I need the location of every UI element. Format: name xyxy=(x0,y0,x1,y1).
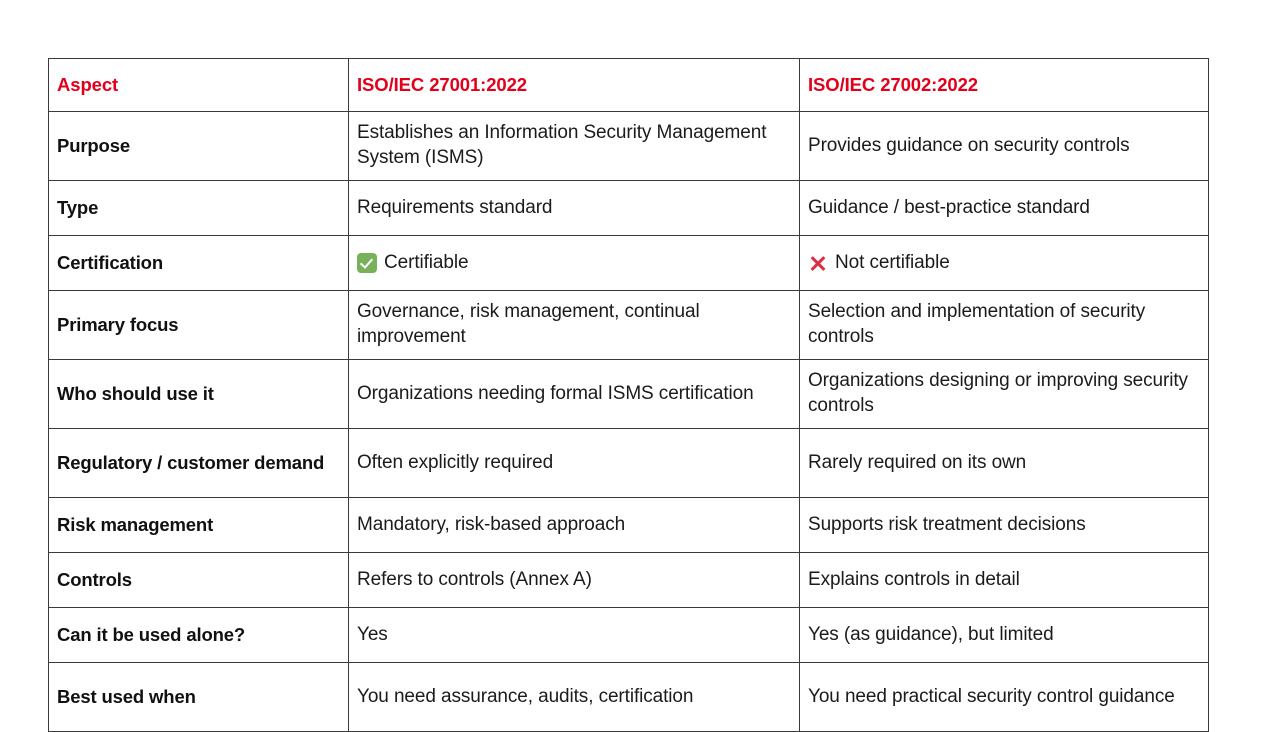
cell-who-should-use-it-27002 xyxy=(800,360,1209,429)
cell-certification-27001 xyxy=(349,236,800,291)
cell-text: Selection and implementation of security controls xyxy=(808,301,1146,347)
table-row xyxy=(49,236,1209,291)
row-aspect-regulatory-customer-demand xyxy=(49,429,349,498)
cell-regulatory-demand-27002 xyxy=(800,429,1209,498)
table-header-row xyxy=(49,59,1209,112)
aspect-label: Regulatory / customer demand xyxy=(57,452,325,474)
cell-text: Organizations needing formal ISMS certification xyxy=(357,382,754,404)
cell-text: Supports risk treatment decisions xyxy=(808,513,1086,535)
comparison-table-container xyxy=(48,58,1208,732)
row-aspect-primary-focus xyxy=(49,291,349,360)
cell-text: Guidance / best-practice standard xyxy=(808,196,1090,218)
cell-text: Organizations designing or improving security controls xyxy=(808,370,1188,416)
cell-used-alone-27001 xyxy=(349,608,800,663)
column-header-iso-27002 xyxy=(800,59,1209,112)
cell-text: Explains controls in detail xyxy=(808,568,1020,590)
cell-text: Certifiable xyxy=(384,251,469,273)
cell-type-27002 xyxy=(800,181,1209,236)
cell-primary-focus-27002 xyxy=(800,291,1209,360)
column-header-iso-27002-label: ISO/IEC 27002:2022 xyxy=(808,74,978,95)
column-header-iso-27001-label: ISO/IEC 27001:2022 xyxy=(357,74,527,95)
cell-text: Provides guidance on security controls xyxy=(808,134,1130,156)
row-aspect-best-used-when xyxy=(49,663,349,732)
table-row xyxy=(49,291,1209,360)
cell-best-used-when-27001 xyxy=(349,663,800,732)
row-aspect-type xyxy=(49,181,349,236)
aspect-label: Type xyxy=(57,197,99,219)
table-row xyxy=(49,360,1209,429)
table-header xyxy=(49,59,1209,112)
row-aspect-risk-management xyxy=(49,498,349,553)
cell-text: Mandatory, risk-based approach xyxy=(357,513,626,535)
cell-certification-27002 xyxy=(800,236,1209,291)
check-mark-icon xyxy=(357,253,377,273)
cell-text: Governance, risk management, continual improvement xyxy=(357,301,700,347)
cell-text: Yes xyxy=(357,623,388,645)
aspect-label: Controls xyxy=(57,569,132,591)
cell-used-alone-27002 xyxy=(800,608,1209,663)
cell-risk-management-27002 xyxy=(800,498,1209,553)
cell-text: Establishes an Information Security Management System (ISMS) xyxy=(357,122,767,168)
row-aspect-who-should-use-it xyxy=(49,360,349,429)
cell-risk-management-27001 xyxy=(349,498,800,553)
cell-type-27001 xyxy=(349,181,800,236)
column-header-aspect xyxy=(49,59,349,112)
aspect-label: Can it be used alone? xyxy=(57,624,246,646)
column-header-iso-27001 xyxy=(349,59,800,112)
cell-who-should-use-it-27001 xyxy=(349,360,800,429)
cell-regulatory-demand-27001 xyxy=(349,429,800,498)
row-aspect-controls xyxy=(49,553,349,608)
table-row xyxy=(49,112,1209,181)
row-aspect-purpose xyxy=(49,112,349,181)
cross-mark-icon xyxy=(808,253,828,273)
table-row xyxy=(49,553,1209,608)
table-row xyxy=(49,663,1209,732)
aspect-label: Primary focus xyxy=(57,314,179,336)
cell-text: Rarely required on its own xyxy=(808,451,1027,473)
cell-text: You need assurance, audits, certification xyxy=(357,685,694,707)
table-row xyxy=(49,429,1209,498)
cell-text: You need practical security control guidance xyxy=(808,685,1175,707)
cell-controls-27002 xyxy=(800,553,1209,608)
aspect-label: Best used when xyxy=(57,686,196,708)
aspect-label: Purpose xyxy=(57,135,130,157)
cell-text: Not certifiable xyxy=(835,251,950,273)
aspect-label: Risk management xyxy=(57,514,214,536)
table-body xyxy=(49,112,1209,732)
cell-best-used-when-27002 xyxy=(800,663,1209,732)
aspect-label: Who should use it xyxy=(57,383,214,405)
cell-purpose-27002 xyxy=(800,112,1209,181)
table-row xyxy=(49,181,1209,236)
aspect-label: Certification xyxy=(57,252,163,274)
table-row xyxy=(49,608,1209,663)
cell-text: Often explicitly required xyxy=(357,451,554,473)
cell-text: Requirements standard xyxy=(357,196,553,218)
iso-comparison-table xyxy=(48,58,1209,732)
column-header-aspect-label: Aspect xyxy=(57,74,119,95)
cell-purpose-27001 xyxy=(349,112,800,181)
row-aspect-certification xyxy=(49,236,349,291)
row-aspect-can-it-be-used-alone xyxy=(49,608,349,663)
table-row xyxy=(49,498,1209,553)
cell-text: Refers to controls (Annex A) xyxy=(357,568,592,590)
cell-text: Yes (as guidance), but limited xyxy=(808,623,1054,645)
cell-primary-focus-27001 xyxy=(349,291,800,360)
cell-controls-27001 xyxy=(349,553,800,608)
